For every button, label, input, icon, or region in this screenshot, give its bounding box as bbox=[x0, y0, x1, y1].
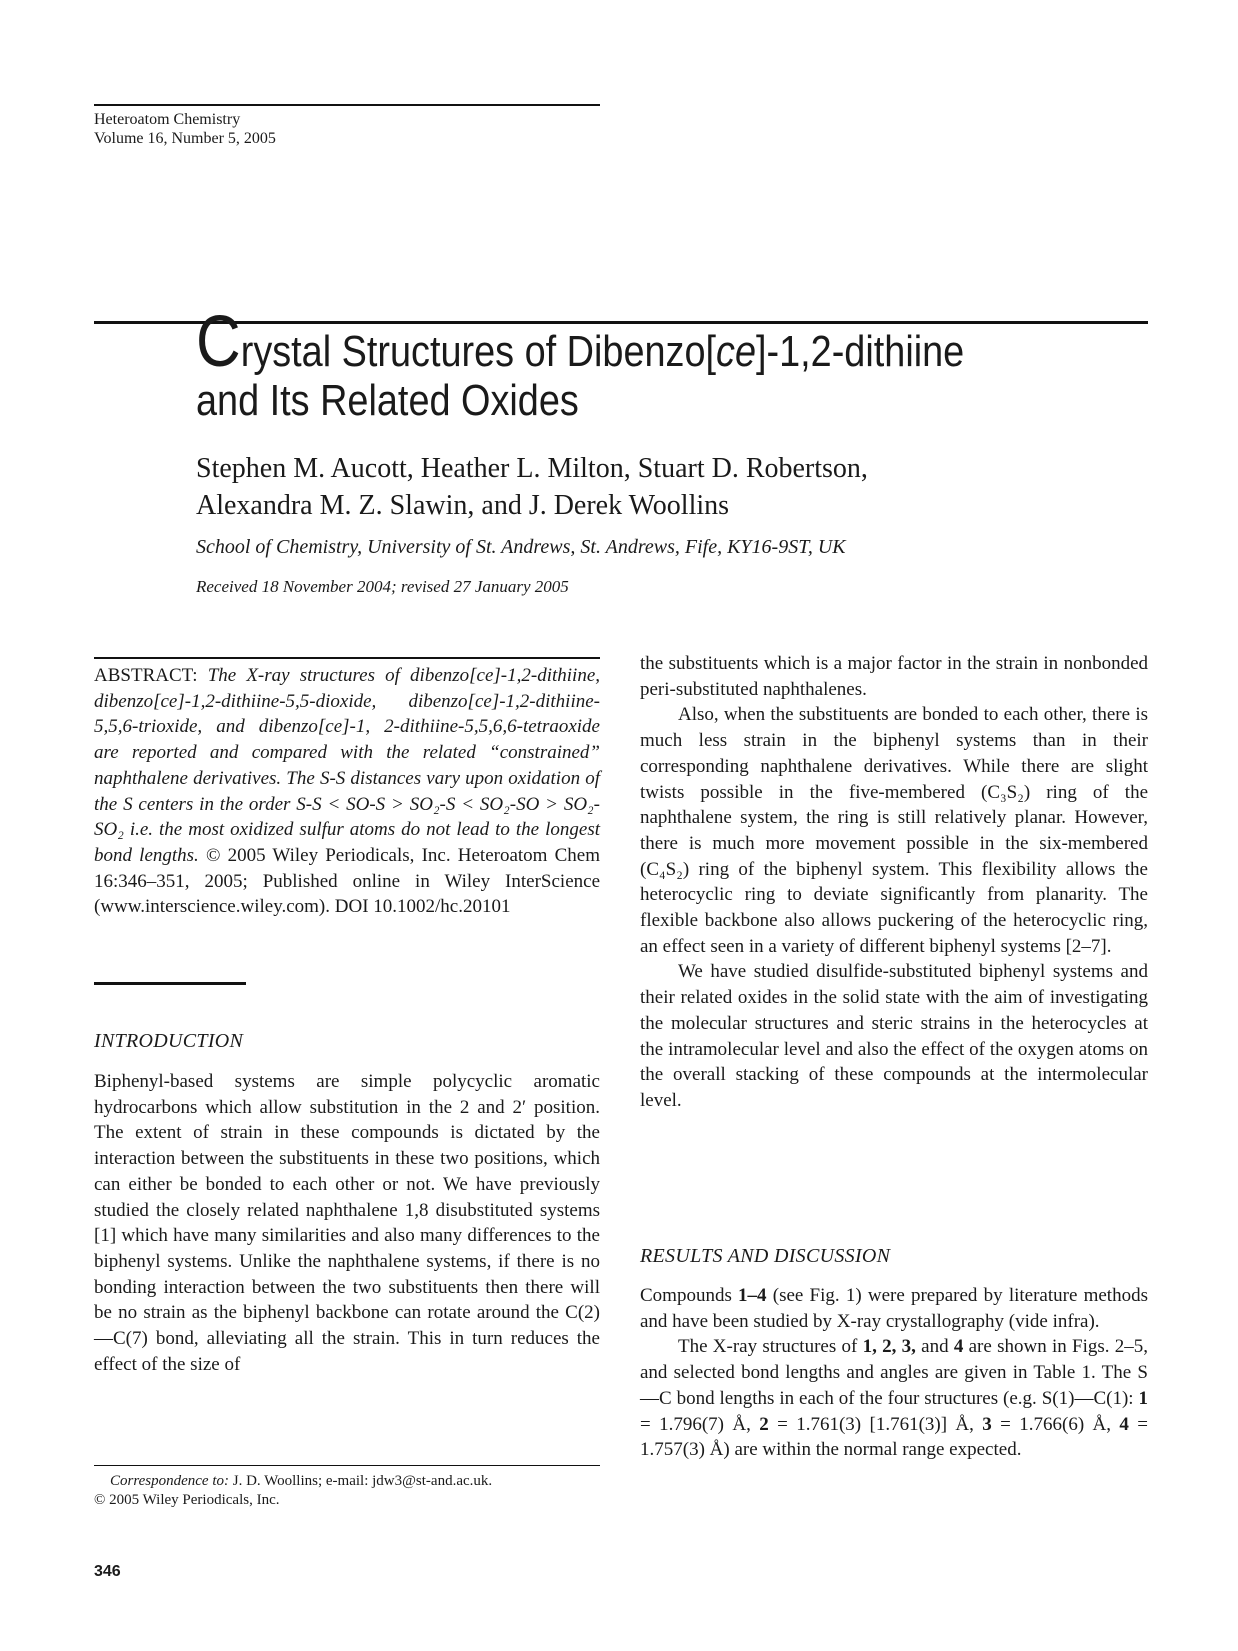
results-heading: RESULTS AND DISCUSSION bbox=[640, 1245, 891, 1267]
compound-ref: 1 bbox=[1138, 1387, 1148, 1409]
text-run: (see Fig. 1) were prepared by literature methods and have been studied by X-ray crystallography (vide infra). bbox=[640, 1285, 1148, 1332]
title-line-1 bbox=[196, 302, 1022, 382]
compound-ref: 1–4 bbox=[738, 1285, 767, 1306]
affiliation: School of Chemistry, University of St. Andrews, St. Andrews, Fife, KY16-9ST, UK bbox=[196, 536, 846, 558]
article-title bbox=[196, 302, 1022, 425]
authors-line-2: Alexandra M. Z. Slawin, and J. Derek Woollins bbox=[196, 490, 730, 521]
correspondence-line bbox=[94, 1472, 600, 1491]
text-run: and bbox=[915, 1336, 954, 1358]
page-number: 346 bbox=[94, 1563, 121, 1580]
compound-ref: 2 bbox=[759, 1413, 769, 1435]
section-rule bbox=[94, 982, 246, 985]
abstract bbox=[94, 663, 600, 920]
text-run: = 1.757(3) Å) are within the normal range expected. bbox=[640, 1413, 1149, 1461]
text-run: = 1.796(7) Å, bbox=[640, 1413, 760, 1435]
text-run: are shown in Figs. 2–5, and selected bond lengths and angles are given in Table 1. The S—C bond lengths in each of the four structures (e.g. S(1)—C(1): bbox=[640, 1336, 1149, 1409]
compound-ref: 4 bbox=[1119, 1413, 1129, 1435]
right-column-top bbox=[640, 651, 1148, 1114]
results-paragraph-1 bbox=[640, 1283, 1148, 1334]
introduction-heading: INTRODUCTION bbox=[94, 1030, 244, 1052]
abstract-italic-text: The X-ray structures of dibenzo[ce]-1,2-dithiine, dibenzo[ce]-1,2-dithiine-5,5-dioxide, dibenzo[ce]-1,2-dithiine-5,5,6-trioxide, and dibenzo[ce]-1, 2-dithiine-5,5,6,6-tetraoxide are reported and compared with the related “constrained” naphthalene derivatives. The S-S distances vary upon oxidation of the S centers in the order S-S < SO-S > SO₂-S < SO₂-SO > SO₂-SO₂ i.e. the most oxidized sulfur atoms do not lead to the longest bond lengths. bbox=[94, 665, 600, 866]
received-date: Received 18 November 2004; revised 27 January 2005 bbox=[196, 577, 569, 596]
footnote bbox=[94, 1472, 600, 1510]
title-line-2: and Its Related Oxides bbox=[196, 376, 579, 425]
title-dropcap: C bbox=[196, 302, 241, 382]
journal-rule bbox=[94, 104, 600, 106]
results-body bbox=[640, 1283, 1148, 1463]
paragraph-biphenyl-strain: Also, when the substituents are bonded to each other, there is much less strain in the biphenyl systems than in their corresponding naphthalene derivatives. While there are slight twists possible in the five-membered (C₃S₂) ring of the naphthalene system, the ring is still relatively planar. However, there is much more movement possible in the six-membered (C₄S₂) ring of the biphenyl system. This flexibility allows the heterocyclic ring to deviate significantly from planarity. The flexible backbone also allows puckering of the heterocyclic ring, an effect seen in a variety of different biphenyl systems [2–7]. bbox=[640, 704, 1148, 957]
journal-name: Heteroatom Chemistry bbox=[94, 111, 241, 128]
abstract-publication-info: © 2005 Wiley Periodicals, Inc. Heteroatom Chem 16:346–351, 2005; Published online in Wiley InterScience (www.interscience.wiley.com). DOI 10.1002/hc.20101 bbox=[94, 844, 600, 918]
correspondence-text: J. D. Woollins; e-mail: jdw3@st-and.ac.uk. bbox=[229, 1473, 493, 1489]
compound-ref: 4 bbox=[953, 1336, 964, 1358]
paragraph-study-aim: We have studied disulfide-substituted biphenyl systems and their related oxides in the solid state with the aim of investigating the molecular structures and steric strains in the heterocycles at the intramolecular level and also the effect of the oxygen atoms on the overall stacking of these compounds at the intermolecular level. bbox=[640, 961, 1148, 1111]
results-paragraph-2 bbox=[640, 1334, 1148, 1463]
author-list bbox=[196, 450, 868, 524]
journal-header bbox=[94, 110, 276, 148]
footnote-copyright: © 2005 Wiley Periodicals, Inc. bbox=[94, 1492, 280, 1508]
text-run: The X-ray structures of bbox=[678, 1336, 863, 1358]
text-run: = 1.766(6) Å, bbox=[991, 1413, 1120, 1435]
title-line1-rest: rystal Structures of Dibenzo[ bbox=[240, 327, 717, 376]
title-rule-left bbox=[94, 321, 190, 324]
abstract-label: ABSTRACT: bbox=[94, 665, 198, 686]
compound-ref: 3 bbox=[982, 1413, 992, 1435]
compound-ref: 1, 2, 3, bbox=[862, 1336, 916, 1358]
abstract-rule bbox=[94, 657, 600, 659]
footnote-rule bbox=[94, 1465, 600, 1466]
title-line1-end: ]-1,2-dithiine bbox=[755, 327, 965, 376]
text-run: = 1.761(3) [1.761(3)] Å, bbox=[768, 1413, 983, 1435]
introduction-body bbox=[94, 1069, 600, 1377]
title-line1-italic: ce bbox=[716, 327, 756, 376]
introduction-paragraph: Biphenyl-based systems are simple polycyclic aromatic hydrocarbons which allow substitution in the 2 and 2′ position. The extent of strain in these compounds is dictated by the interaction between the substituents in these two positions, which can either be bonded to each other or not. We have previously studied the closely related naphthalene 1,8 disubstituted systems [1] which have many similarities and also many differences to the biphenyl systems. Unlike the naphthalene systems, if there is no bonding interaction between the two substituents then there will be no strain as the biphenyl backbone can rotate around the C(2)—C(7) bond, alleviating all the strain. This in turn reduces the effect of the size of bbox=[94, 1071, 600, 1375]
journal-volume: Volume 16, Number 5, 2005 bbox=[94, 130, 276, 147]
text-run: Compounds bbox=[640, 1285, 739, 1306]
paragraph-continued: the substituents which is a major factor in the strain in nonbonded peri-substituted naphthalenes. bbox=[640, 653, 1148, 700]
authors-line-1: Stephen M. Aucott, Heather L. Milton, Stuart D. Robertson, bbox=[196, 453, 868, 484]
correspondence-label: Correspondence to: bbox=[110, 1473, 230, 1489]
